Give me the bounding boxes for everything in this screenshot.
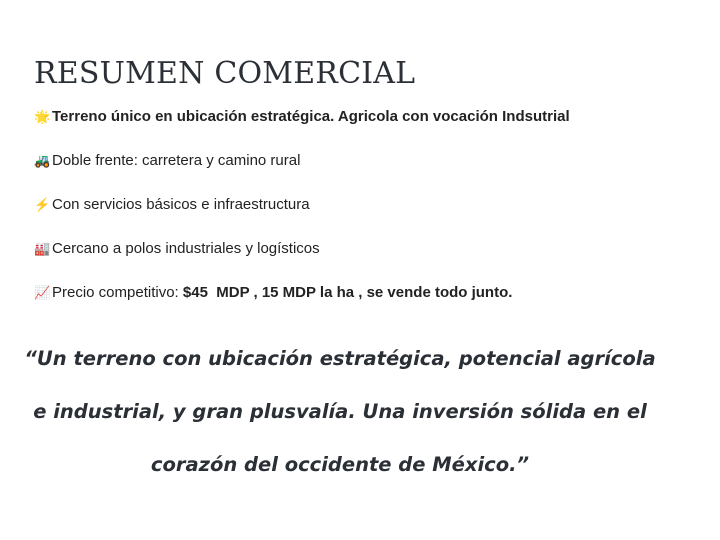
list-item (34, 150, 694, 194)
item-text: Precio competitivo: (52, 284, 183, 301)
item-text: Cercano a polos industriales y logísticos (52, 240, 320, 257)
item-text: Con servicios básicos e infraestructura (52, 196, 310, 213)
item-text: Terreno único en ubicación estratégica. Agricola con vocación Indsutrial (52, 108, 570, 125)
price-text: $45 MDP , 15 MDP la ha , se vende todo junto. (182, 284, 513, 301)
page-title: RESUMEN COMERCIAL (34, 56, 416, 92)
chart-up-icon: 📈 (34, 285, 51, 300)
lightning-icon: ⚡ (34, 197, 51, 212)
factory-icon: 🏭 (34, 241, 51, 256)
list-item (34, 194, 694, 238)
sparkle-icon: 🌟 (34, 109, 51, 124)
feature-list (34, 106, 694, 326)
list-item (34, 238, 694, 282)
item-text: Doble frente: carretera y camino rural (52, 152, 301, 169)
list-item (34, 282, 694, 326)
highlight-quote: “Un terreno con ubicación estratégica, potencial agrícola e industrial, y gran plusvalía. Una inversión sólida en el corazón del occidente de México.” (24, 347, 656, 476)
tractor-icon: 🚜 (34, 153, 51, 168)
list-item (34, 106, 694, 150)
